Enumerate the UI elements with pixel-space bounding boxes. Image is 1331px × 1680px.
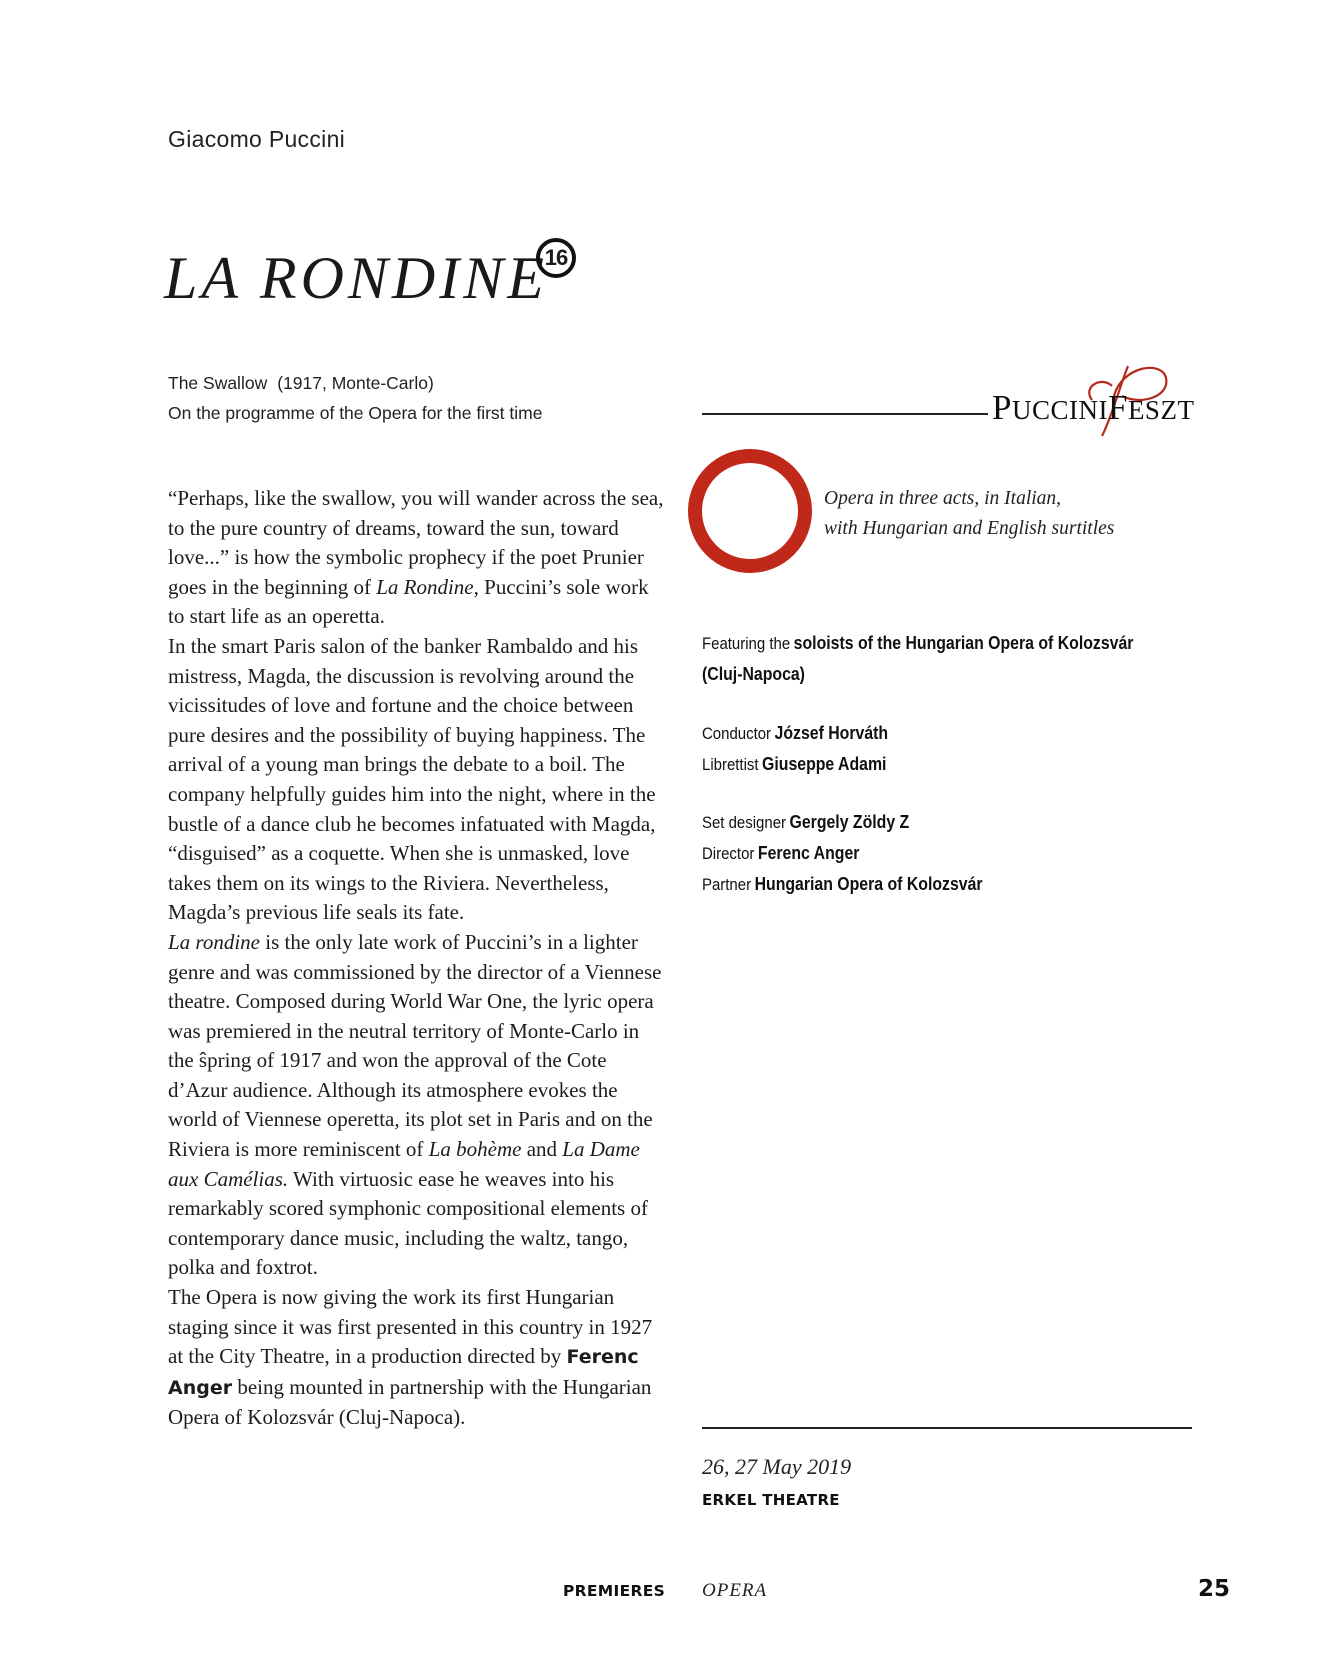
body-p1-text-a: “Perhaps, like the swallow, you will wander across the sea, to the pure country of dreams, toward the sun, toward love...” is how the symbolic prophecy if the poet Prunier goes in the beginning of [168, 486, 664, 599]
featuring-value: soloists of the Hungarian Opera of Kolozsvár [793, 633, 1134, 653]
page-title: LA RONDINE [164, 245, 548, 311]
body-p1-text-b: , Puccini’s sole work to start life as an operetta. [168, 574, 649, 629]
subtitle-note: On the programme of the Opera for the first time [168, 403, 543, 423]
logo-eszt: ESZT [1127, 395, 1195, 425]
subtitle-line-1 [168, 368, 542, 398]
english-title: The Swallow [168, 373, 268, 393]
footer-category: OPERA [702, 1580, 768, 1601]
performance-dates: 26, 27 May 2019 [702, 1454, 852, 1479]
genre-ring-icon [688, 449, 812, 573]
credit-director [702, 838, 983, 869]
article-body [168, 484, 668, 1433]
body-p3-text-a: is the only late work of Puccini’s in a lighter genre and was commissioned by the director of a Viennese theatre. Composed during World War One, the lyric opera was premiered in the neutral territory of Monte-Carlo in the ŝpring of 1917 and won the approval of the Cote d’Azur audience. Although its atmosphere evokes the world of Viennese operetta, its plot set in Paris and on the Riviera is more reminiscent of [168, 929, 662, 1162]
credit-librettist [702, 749, 888, 780]
date-divider [702, 1427, 1192, 1429]
credit-value: József Horváth [774, 723, 889, 743]
body-p3-emphasis-3: La Dame aux Camélias. [168, 1137, 640, 1191]
featuring-label: Featuring the [702, 634, 791, 653]
logo-uccini: UCCINI [1011, 395, 1108, 425]
featuring-line-2 [702, 659, 1133, 690]
credit-label: Librettist [702, 755, 759, 774]
credit-value: Gergely Zöldy Z [789, 812, 910, 832]
logo-initial-f: F [1107, 388, 1128, 427]
venue-name: ERKEL THEATRE [702, 1491, 840, 1509]
composer-name: Giacomo Puccini [168, 126, 346, 152]
body-paragraph-4 [168, 1283, 668, 1433]
credit-conductor [702, 718, 888, 749]
credit-label: Conductor [702, 724, 772, 743]
age-rating-badge: 16 [536, 238, 576, 278]
body-paragraph-3 [168, 928, 668, 1283]
body-p3-text-b: and [521, 1137, 563, 1162]
body-paragraph-1 [168, 484, 668, 632]
opera-description-line-1: Opera in three acts, in Italian, [824, 488, 1062, 509]
body-p4-text-a: The Opera is now giving the work its first Hungarian staging since it was first presented in this country in 1927 at the City Theatre, in a production directed by [168, 1285, 653, 1369]
credits-group-1 [702, 718, 888, 780]
featuring-line-1 [702, 628, 1133, 659]
logo-initial-p: P [992, 388, 1012, 427]
body-p3-emphasis-1: La rondine [168, 929, 260, 954]
credit-partner [702, 869, 983, 900]
footer-section: PREMIERES [563, 1582, 666, 1600]
credit-label: Partner [702, 875, 752, 894]
page-number: 25 [1198, 1576, 1231, 1602]
puccinifeszt-logo [992, 388, 1194, 428]
credit-value: Hungarian Opera of Kolozsvár [754, 874, 983, 894]
body-paragraph-2: In the smart Paris salon of the banker Rambaldo and his mistress, Magda, the discussion is revolving around the vicissitudes of love and fortune and the choice between pure desires and the possibility of buying happiness. The arrival of a young man brings the debate to a boil. The company helpfully guides him into the night, where in the bustle of a dance club he becomes infatuated with Magda, “disguised” as a coquette. When she is unmasked, love takes them on its wings to the Riviera. Nevertheless, Magda’s previous life seals its fate. [168, 633, 656, 925]
featuring-credit [702, 628, 1133, 690]
credits-group-2 [702, 807, 983, 900]
credit-value: Giuseppe Adami [762, 754, 887, 774]
subtitle-block [168, 368, 542, 428]
credit-value: Ferenc Anger [757, 843, 860, 863]
body-p3-emphasis-2: La bohème [428, 1137, 522, 1162]
body-p4-text-b: being mounted in partnership with the Hungarian Opera of Kolozsvár (Cluj-Napoca). [168, 1374, 652, 1430]
credit-set-designer [702, 807, 983, 838]
opera-description-line-2: with Hungarian and English surtitles [824, 517, 1115, 539]
featuring-value-2: (Cluj-Napoca) [702, 664, 805, 684]
year-place: (1917, Monte-Carlo) [277, 373, 434, 393]
body-p3-text-c: With virtuosic ease he weaves into his remarkably scored symphonic compositional elements of contemporary dance music, including the waltz, tango, polka and foxtrot. [168, 1166, 648, 1280]
body-p4-bold: Ferenc Anger [168, 1346, 639, 1399]
credit-label: Set designer [702, 813, 786, 832]
credit-label: Director [702, 844, 755, 863]
body-p1-emphasis: La Rondine [376, 574, 474, 599]
logo-divider [702, 413, 988, 415]
opera-description [824, 484, 1114, 543]
